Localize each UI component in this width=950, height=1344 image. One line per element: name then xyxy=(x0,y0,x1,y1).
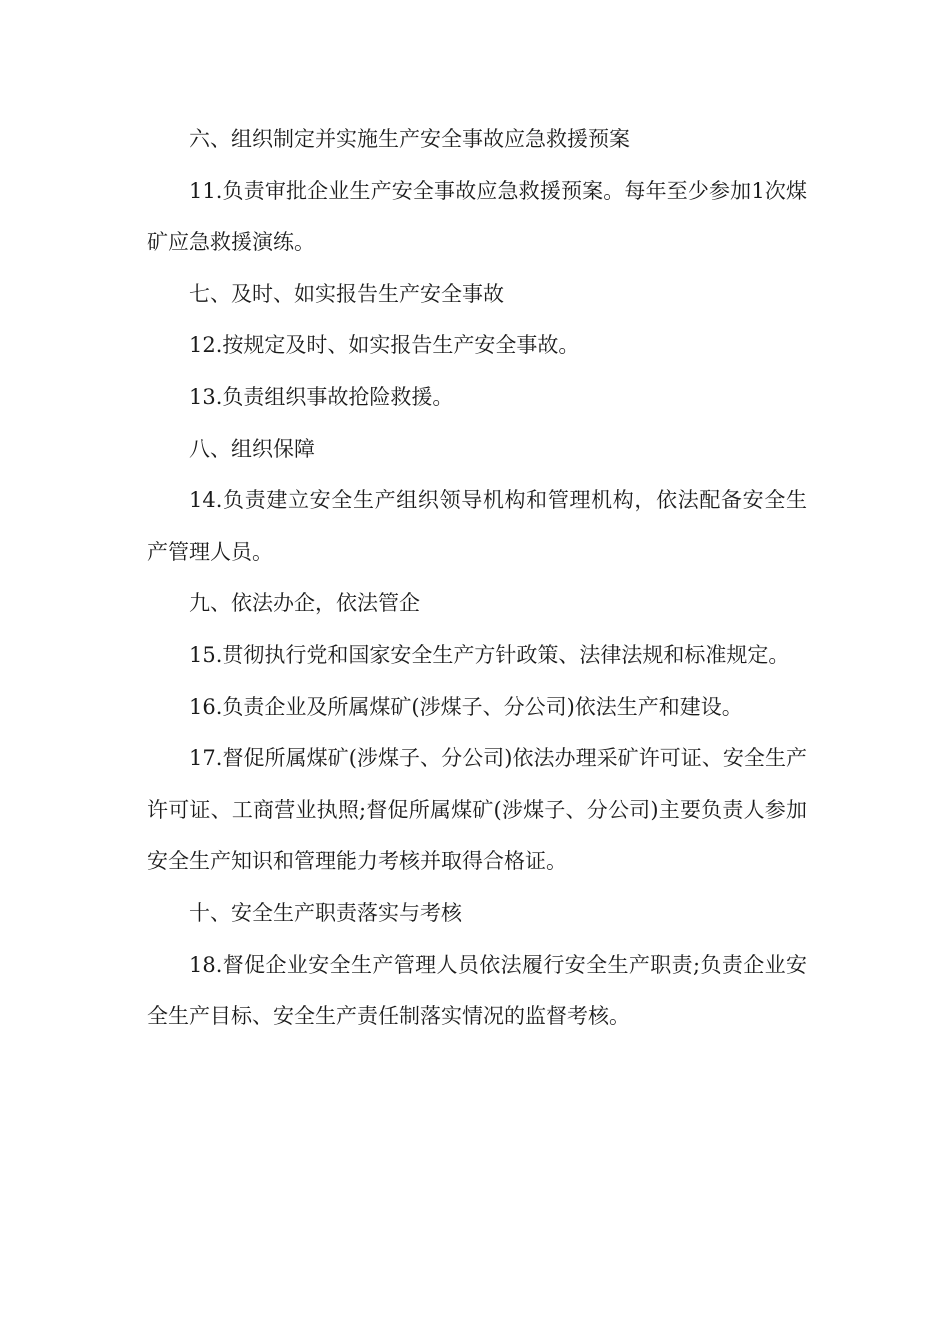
list-item-18: 18.督促企业安全生产管理人员依法履行安全生产职责;负责企业安全生产目标、安全生产责任制落实情况的监督考核。 xyxy=(147,952,807,1029)
list-item-17: 17.督促所属煤矿(涉煤子、分公司)依法办理采矿许可证、安全生产许可证、工商营业执照;督促所属煤矿(涉煤子、分公司)主要负责人参加安全生产知识和管理能力考核并取得合格证。 xyxy=(147,746,807,874)
section-heading-9: 九、依法办企，依法管企 xyxy=(189,591,420,616)
list-item-16: 16.负责企业及所属煤矿(涉煤子、分公司)依法生产和建设。 xyxy=(189,694,743,719)
document-body xyxy=(147,114,807,1043)
section-heading-6: 六、组织制定并实施生产安全事故应急救援预案 xyxy=(189,127,630,151)
section-heading-8: 八、组织保障 xyxy=(189,436,315,461)
list-item-14: 14.负责建立安全生产组织领导机构和管理机构，依法配备安全生产管理人员。 xyxy=(147,488,807,564)
list-item-15: 15.贯彻执行党和国家安全生产方针政策、法律法规和标准规定。 xyxy=(189,642,790,667)
section-heading-7: 七、及时、如实报告生产安全事故 xyxy=(189,281,504,306)
list-item-11: 11.负责审批企业生产安全事故应急救援预案。每年至少参加1次煤矿应急救援演练。 xyxy=(147,178,807,255)
list-item-12: 12.按规定及时、如实报告生产安全事故。 xyxy=(189,333,580,358)
section-heading-10: 十、安全生产职责落实与考核 xyxy=(189,900,462,925)
list-item-13: 13.负责组织事故抢险救援。 xyxy=(189,384,454,409)
